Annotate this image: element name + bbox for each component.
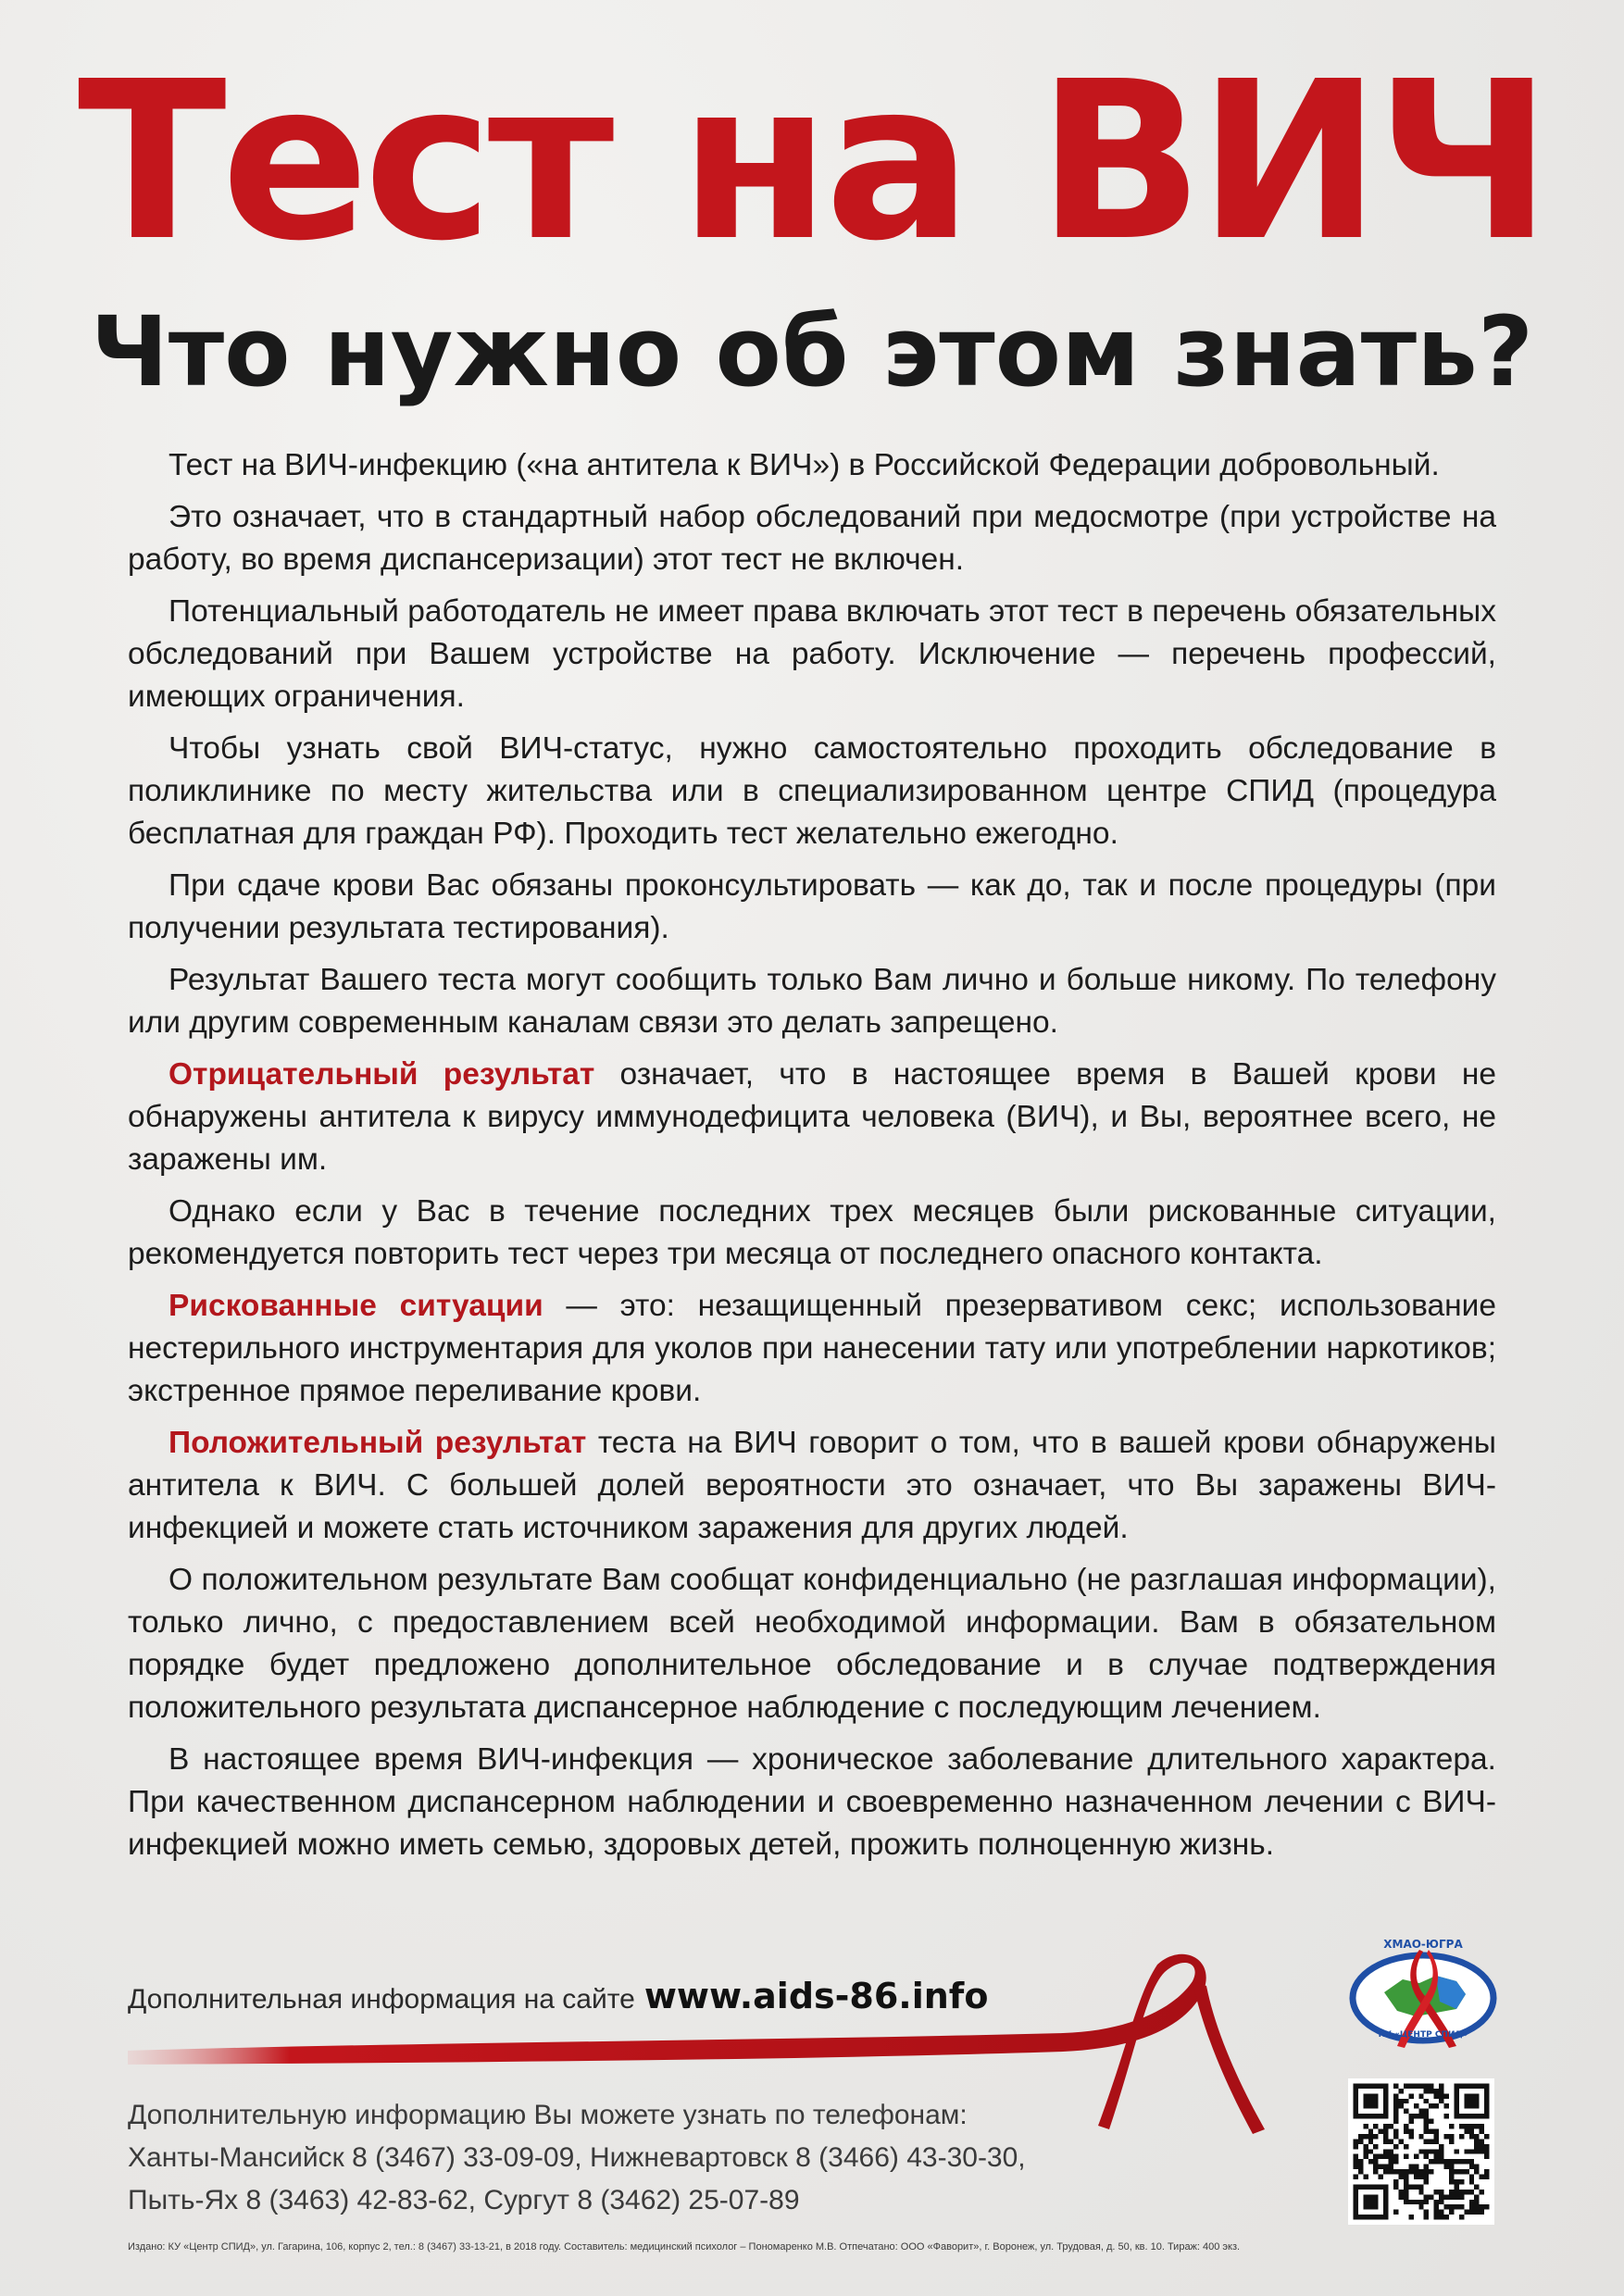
paragraph-1: Тест на ВИЧ-инфекцию («на антитела к ВИЧ») в Российской Федерации добровольный. [169,448,1440,482]
paragraph-9 [128,1285,1496,1413]
paragraph-8: Однако если у Вас в течение последних трех месяцев были рискованные ситуации, рекомендуется повторить тест через три месяца от последнего опасного контакта. [128,1194,1496,1271]
paragraph-4: Чтобы узнать свой ВИЧ-статус, нужно самостоятельно проходить обследование в поликлинике по месту жительства или в специализированном центре СПИД (процедура бесплатная для граждан РФ). Проходить тест желательно ежегодно. [128,731,1496,851]
paragraph-9-text: — это: незащищенный презервативом секс; использование нестерильного инструментария для уколов при нанесении тату или употреблении наркотиков; экстренное прямое переливание крови. [128,1289,1496,1408]
paragraph-5: При сдаче крови Вас обязаны проконсультировать — как до, так и после процедуры (при получении результата тестирования). [128,868,1496,945]
negative-result-term: Отрицательный результат [169,1057,595,1092]
website-line [128,1974,988,2022]
paragraph-7-text: означает, что в настоящее время в Вашей крови не обнаружены антитела к вирусу иммунодефицита человека (ВИЧ), и Вы, вероятнее всего, не заражены им. [128,1057,1496,1177]
paragraph-10 [128,1422,1496,1550]
paragraph-12: В настоящее время ВИЧ-инфекция — хроническое заболевание длительного характера. При качественном диспансерном наблюдении и своевременно назначенном лечении с ВИЧ-инфекцией можно иметь семью, здоровых детей, прожить полноценную жизнь. [128,1742,1496,1862]
phones-intro: Дополнительную информацию Вы можете узнать по телефонам: [128,2100,968,2130]
page-title: Тест на ВИЧ [77,34,1547,289]
paragraph-7 [128,1054,1496,1181]
qr-code-icon[interactable] [1348,2078,1494,2225]
paragraph-6: Результат Вашего теста могут сообщить только Вам лично и больше никому. По телефону или другим современным каналам связи это делать запрещено. [128,963,1496,1040]
logo-bottom-text: КУ «ЦЕНТР СПИД» [1378,2030,1468,2040]
centre-aids-logo [1347,1935,1500,2051]
website-label: Дополнительная информация на сайте [128,1984,635,2015]
paragraph-10-text: теста на ВИЧ говорит о том, что в вашей крови обнаружены антитела к ВИЧ. С большей долей вероятности это означает, что Вы заражены ВИЧ-инфекцией и можете стать источником заражения для других людей. [128,1426,1496,1545]
imprint-text: Издано: КУ «Центр СПИД», ул. Гагарина, 106, корпус 2, тел.: 8 (3467) 33-13-21, в 2018 году. Составитель: медицинский психолог – Пономаренко М.В. Отпечатано: ООО «Фаворит», г. Воронеж, ул. Трудовая, д. 50, кв. 10. Тираж: 400 экз. [128,2241,1241,2252]
contacts-block [128,2094,1276,2222]
paragraph-11: О положительном результате Вам сообщат конфиденциально (не разглашая информации), только лично, с предоставлением всей необходимой информации. Вам в обязательном порядке будет предложено дополнительное обследование и в случае подтверждения положительного результата диспансерное наблюдение с последующим лечением. [128,1563,1496,1725]
logo-top-text: ХМАО-ЮГРА [1383,1938,1463,1951]
risk-situations-term: Рискованные ситуации [169,1289,543,1323]
page-subtitle: Что нужно об этом знать? [90,295,1534,408]
article-body [128,444,1496,1876]
phones-line-2: Пыть-Ях 8 (3463) 42-83-62, Сургут 8 (3462) 25-07-89 [128,2185,800,2215]
paragraph-3: Потенциальный работодатель не имеет права включать этот тест в перечень обязательных обследований при Вашем устройстве на работу. Исключение — перечень профессий, имеющих ограничения. [128,594,1496,714]
website-link[interactable]: www.aids-86.info [643,1976,989,2016]
paragraph-2: Это означает, что в стандартный набор обследований при медосмотре (при устройстве на работу, во время диспансеризации) этот тест не включен. [128,500,1496,577]
phones-line-1: Ханты-Мансийск 8 (3467) 33-09-09, Нижневартовск 8 (3466) 43-30-30, [128,2142,1026,2173]
positive-result-term: Положительный результат [169,1426,587,1460]
